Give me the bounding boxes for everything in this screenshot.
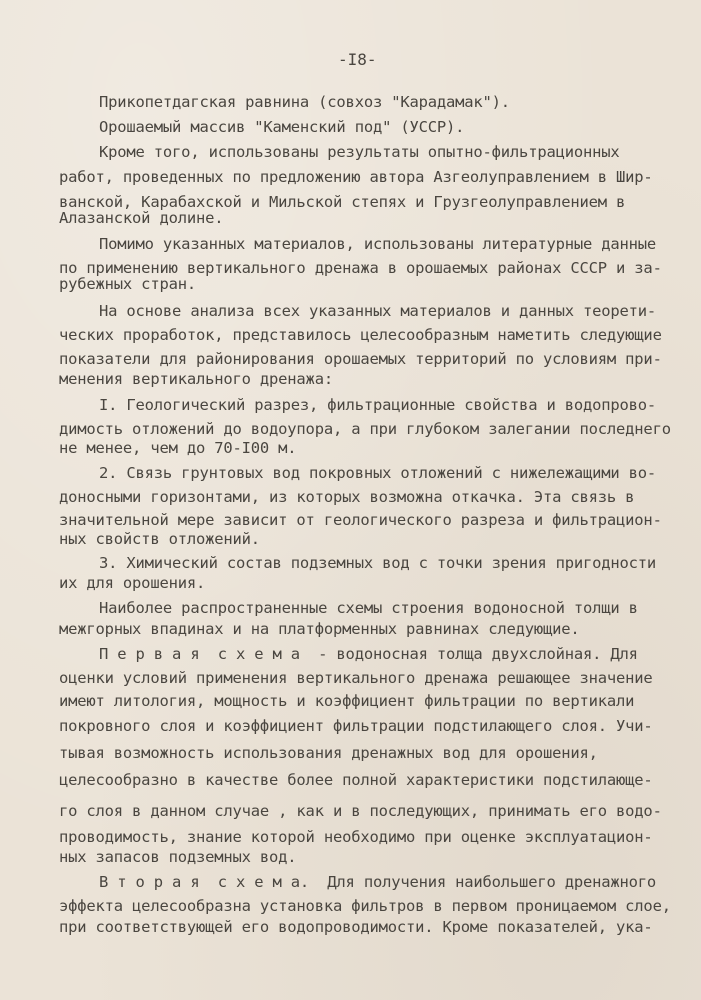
text-line: ческих проработок, представилось целесообразным наметить следующие <box>59 326 662 344</box>
text-line: их для орошения. <box>59 574 206 592</box>
text-line: Помимо указанных материалов, использованы литературные данные <box>99 235 657 253</box>
text-line: На основе анализа всех указанных материалов и данных теорети- <box>99 302 657 320</box>
text-line: Наиболее распространенные схемы строения водоносной толщи в <box>99 599 638 617</box>
text-line: димость отложений до водоупора, а при глубоком залегании последнего <box>59 420 671 438</box>
text-line: проводимость, знание которой необходимо при оценке эксплуатацион- <box>59 828 653 846</box>
text-line: межгорных впадинах и на платформенных равнинах следующие. <box>59 620 580 638</box>
text-line: П е р в а я с х е м а - водоносная толща двухслойная. Для <box>99 645 638 663</box>
text-line: Прикопетдагская равнина (совхоз "Карадамак"). <box>99 93 510 111</box>
text-line: по применению вертикального дренажа в орошаемых районах СССР и за- <box>59 259 662 277</box>
text-line: рубежных стран. <box>59 275 196 293</box>
text-line: тывая возможность использования дренажных вод для орошения, <box>59 744 598 762</box>
text-line: Алазанской долине. <box>59 209 224 227</box>
text-line: го слоя в данном случае , как и в последующих, принимать его водо- <box>59 802 662 820</box>
text-line: 3. Химический состав подземных вод с точки зрения пригодности <box>99 554 657 572</box>
text-line: имеют литология, мощность и коэффициент фильтрации по вертикали <box>59 692 635 710</box>
text-line: оценки условий применения вертикального дренажа решающее значение <box>59 669 653 687</box>
text-line: 2. Связь грунтовых вод покровных отложений с нижележащими во- <box>99 464 657 482</box>
page-number: -I8- <box>338 50 377 69</box>
text-line: Кроме того, использованы результаты опытно-фильтрационных <box>99 143 620 161</box>
text-line: работ, проведенных по предложению автора Азгеолуправлением в Шир- <box>59 168 653 186</box>
text-line: при соответствующей его водопроводимости. Кроме показателей, ука- <box>59 918 653 936</box>
text-line: эффекта целесообразна установка фильтров в первом проницаемом слое, <box>59 897 671 915</box>
text-line: показатели для районирования орошаемых территорий по условиям при- <box>59 350 662 368</box>
text-line: I. Геологический разрез, фильтрационные свойства и водопрово- <box>99 396 657 414</box>
text-line: значительной мере зависит от геологического разреза и фильтрацион- <box>59 511 662 529</box>
text-line: целесообразно в качестве более полной характеристики подстилающе- <box>59 771 653 789</box>
text-line: ванской, Карабахской и Мильской степях и Грузгеолуправлением в <box>59 193 626 211</box>
text-line: ных свойств отложений. <box>59 530 260 548</box>
text-line: ных запасов подземных вод. <box>59 848 297 866</box>
text-line: доносными горизонтами, из которых возможна откачка. Эта связь в <box>59 488 635 506</box>
text-line: покровного слоя и коэффициент фильтрации подстилающего слоя. Учи- <box>59 717 653 735</box>
text-line: Орошаемый массив "Каменский под" (УССР). <box>99 118 465 136</box>
text-line: менения вертикального дренажа: <box>59 370 333 388</box>
text-line: не менее, чем до 70-I00 м. <box>59 439 297 457</box>
text-line: В т о р а я с х е м а. Для получения наибольшего дренажного <box>99 873 657 891</box>
